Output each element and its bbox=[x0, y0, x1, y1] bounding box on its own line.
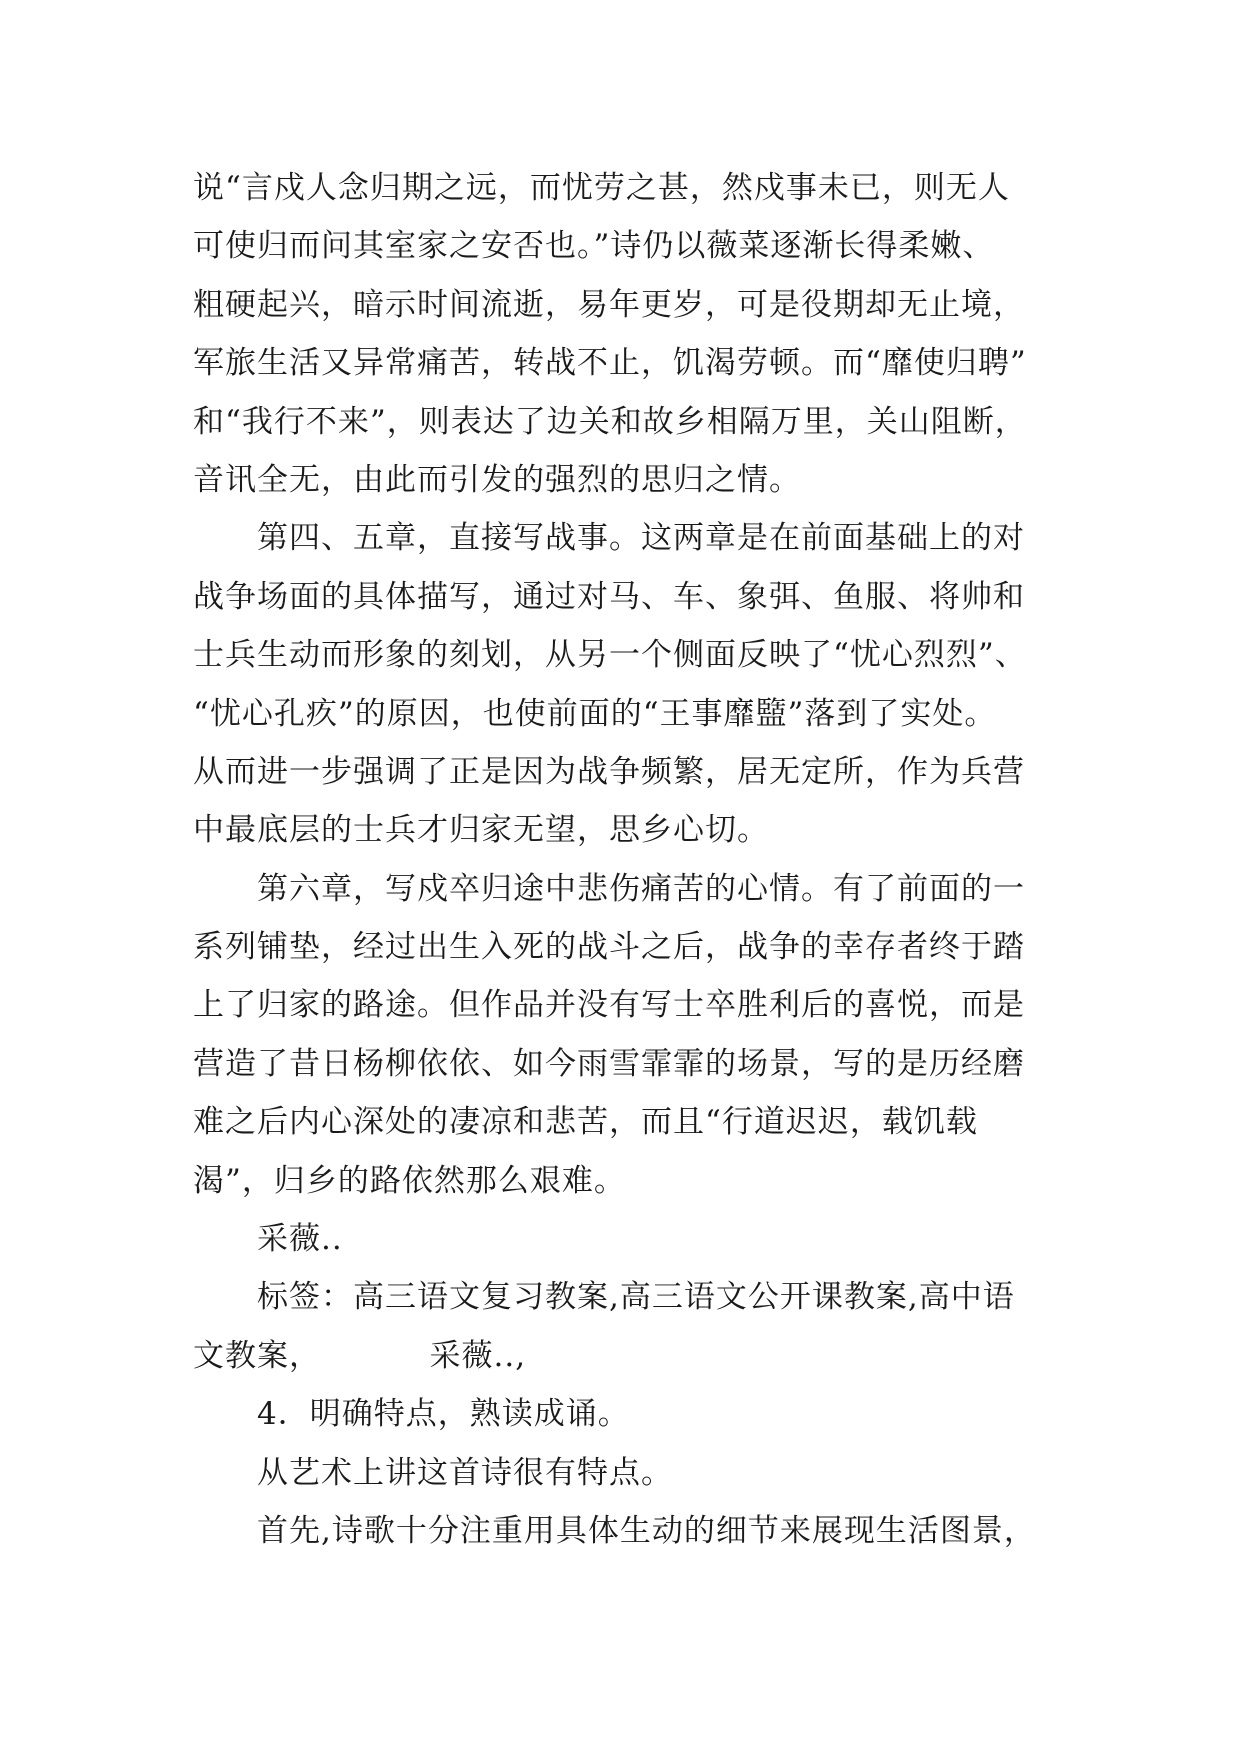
body-text bbox=[193, 159, 1073, 1560]
paragraph-start-line: 采薇.. bbox=[257, 1221, 343, 1258]
text-line: 军旅生活又异常痛苦，转战不止，饥渴劳顿。而“靡使归聘” bbox=[193, 345, 1027, 382]
text-line: “忧心孔疚”的原因，也使前面的“王事靡盬”落到了实处。 bbox=[193, 695, 997, 732]
text-line: 战争场面的具体描写，通过对马、车、象弭、鱼服、将帅和 bbox=[193, 578, 1025, 615]
text-line: 系列铺垫，经过出生入死的战斗之后，战争的幸存者终于踏 bbox=[193, 929, 1025, 966]
text-line: 中最底层的士兵才归家无望，思乡心切。 bbox=[193, 812, 769, 849]
paragraph-start-line: 第四、五章，直接写战事。这两章是在前面基础上的对 bbox=[257, 520, 1025, 557]
text-line: 和“我行不来”，则表达了边关和故乡相隔万里，关山阻断， bbox=[193, 403, 1027, 440]
text-line: 从而进一步强调了正是因为战争频繁，居无定所，作为兵营 bbox=[193, 753, 1025, 790]
paragraph-start-line: 4．明确特点，熟读成诵。 bbox=[257, 1396, 630, 1433]
text-line: 音讯全无，由此而引发的强烈的思归之情。 bbox=[193, 461, 801, 498]
text-line: 粗硬起兴，暗示时间流逝，易年更岁，可是役期却无止境， bbox=[193, 286, 1025, 323]
text-line: 营造了昔日杨柳依依、如今雨雪霏霏的场景，写的是历经磨 bbox=[193, 1045, 1025, 1082]
paragraph-start-line: 从艺术上讲这首诗很有特点。 bbox=[257, 1454, 673, 1491]
tags-line: 标签：高三语文复习教案,高三语文公开课教案,高中语 bbox=[257, 1279, 1015, 1316]
paragraph-start-line: 首先,诗歌十分注重用具体生动的细节来展现生活图景， bbox=[257, 1512, 1036, 1549]
text-line: 可使归而问其室家之安否也。”诗仍以薇菜逐渐长得柔嫩、 bbox=[193, 228, 995, 265]
text-line: 说“言戍人念归期之远，而忧劳之甚，然戍事未已，则无人 bbox=[193, 170, 1010, 206]
text-line: 难之后内心深处的凄凉和悲苦，而且“行道迟迟，载饥载 bbox=[193, 1104, 978, 1141]
paragraph-start-line: 第六章，写戍卒归途中悲伤痛苦的心情。有了前面的一 bbox=[257, 870, 1025, 907]
text-line: 渴”，归乡的路依然那么艰难。 bbox=[193, 1162, 626, 1199]
tags-line-continued: 文教案， 采薇.., bbox=[193, 1337, 527, 1374]
text-line: 上了归家的路途。但作品并没有写士卒胜利后的喜悦，而是 bbox=[193, 987, 1025, 1024]
text-line: 士兵生动而形象的刻划，从另一个侧面反映了“忧心烈烈”、 bbox=[193, 637, 1027, 674]
